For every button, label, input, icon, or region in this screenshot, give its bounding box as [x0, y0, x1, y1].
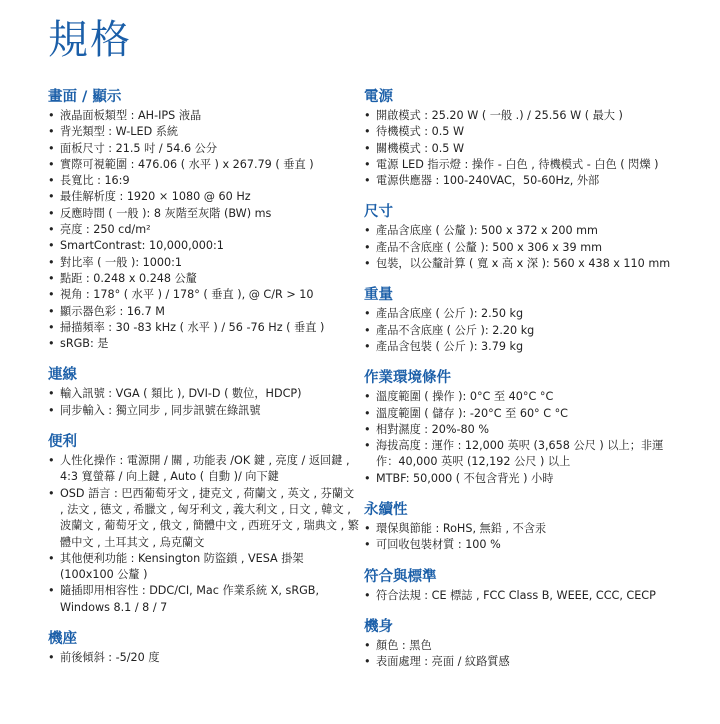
spec-item: • 產品不含底座 ( 公斤 ): 2.20 kg [364, 323, 682, 339]
spec-item: • OSD 語言 : 巴西葡萄牙文 , 捷克文 , 荷蘭文 , 英文 , 芬蘭文 , 法文 , 德文 , 希臘文 , 匈牙利文 , 義大利文 , 日文 , 韓文 , 波蘭文 , 葡萄牙文 , 俄文 , 簡體中文 , 西班牙文 , 瑞典文 , 繁體中文 , 土耳其文 , 烏克蘭文 [48, 486, 360, 551]
spec-item: • 待機模式 : 0.5 W [364, 124, 682, 140]
section-title: 永續性 [364, 502, 408, 519]
spec-item: • 相對濕度 : 20%-80 % [364, 422, 682, 438]
section-title: 機身 [364, 618, 393, 635]
spec-list [364, 521, 682, 554]
section-title: 機座 [48, 631, 77, 648]
spec-item: • 包裝，以公釐計算 ( 寬 x 高 x 深 ): 560 x 438 x 110 mm [364, 256, 682, 272]
spec-list [364, 588, 682, 604]
spec-list [48, 386, 360, 419]
spec-list [48, 453, 360, 616]
spec-item: • 產品含底座 ( 公斤 ): 2.50 kg [364, 306, 682, 322]
spec-item: • 實際可視範圍 : 476.06 ( 水平 ) x 267.79 ( 垂直 ) [48, 157, 360, 173]
section-weight [364, 286, 682, 355]
section-operating-conditions [364, 369, 682, 487]
spec-item: • 電源供應器 : 100-240VAC，50-60Hz, 外部 [364, 173, 682, 189]
spec-item: • 面板尺寸 : 21.5 吋 / 54.6 公分 [48, 141, 360, 157]
section-title: 作業環境條件 [364, 370, 451, 387]
spec-item: • 長寬比 : 16:9 [48, 173, 360, 189]
spec-item: • 海拔高度 : 運作 : 12,000 英呎 (3,658 公尺 ) 以上；非運作：40,000 英呎 (12,192 公尺 ) 以上 [364, 438, 682, 471]
section-title: 尺寸 [364, 204, 393, 221]
spec-item: • 隨插即用相容性 : DDC/CI, Mac 作業系統 X, sRGB, Windows 8.1 / 8 / 7 [48, 583, 360, 616]
spec-item: • 產品不含底座 ( 公釐 ): 500 x 306 x 39 mm [364, 240, 682, 256]
section-compliance [364, 568, 682, 604]
spec-item: • 液晶面板類型 : AH-IPS 液晶 [48, 108, 360, 124]
spec-list [48, 650, 360, 666]
section-title: 連線 [48, 367, 77, 384]
spec-item: • sRGB: 是 [48, 336, 360, 352]
spec-item: • 顯示器色彩 : 16.7 M [48, 304, 360, 320]
section-dimensions [364, 203, 682, 272]
section-sustainability [364, 501, 682, 554]
spec-item: • 環保與節能 : RoHS, 無鉛 , 不含汞 [364, 521, 682, 537]
spec-item: • 背光類型 : W-LED 系統 [48, 124, 360, 140]
spec-item: • 溫度範圍 ( 操作 ): 0°C 至 40°C °C [364, 389, 682, 405]
section-title: 重量 [364, 287, 393, 304]
spec-item: • SmartContrast: 10,000,000:1 [48, 238, 360, 254]
spec-item: • 產品含包裝 ( 公斤 ): 3.79 kg [364, 339, 682, 355]
spec-item: • 對比率 ( 一般 ): 1000:1 [48, 255, 360, 271]
page-title: 規格 [48, 17, 132, 63]
spec-item: • 電源 LED 指示燈 : 操作 - 白色 , 待機模式 - 白色 ( 閃爍 ) [364, 157, 682, 173]
spec-item: • MTBF: 50,000 ( 不包含背光 ) 小時 [364, 471, 682, 487]
spec-item: • 點距 : 0.248 x 0.248 公釐 [48, 271, 360, 287]
spec-list [364, 223, 682, 272]
spec-list [364, 108, 682, 189]
section-title: 符合與標準 [364, 568, 437, 585]
section-display [48, 88, 360, 352]
spec-item: • 符合法規 : CE 標誌 , FCC Class B, WEEE, CCC, CECP [364, 588, 682, 604]
spec-item: • 視角 : 178° ( 水平 ) / 178° ( 垂直 ), @ C/R > 10 [48, 287, 360, 303]
spec-item: • 開啟模式 : 25.20 W ( 一般 .) / 25.56 W ( 最大 ) [364, 108, 682, 124]
section-convenience [48, 433, 360, 616]
spec-item: • 反應時間 ( 一般 ): 8 灰階至灰階 (BW) ms [48, 206, 360, 222]
spec-item: • 最佳解析度 : 1920 × 1080 @ 60 Hz [48, 189, 360, 205]
spec-item: • 人性化操作 : 電源開 / 關 , 功能表 /OK 鍵 , 亮度 / 返回鍵 , 4:3 寬螢幕 / 向上鍵 , Auto ( 自動 )/ 向下鍵 [48, 453, 360, 486]
spec-item: • 其他便利功能 : Kensington 防盜鎖 , VESA 掛架 (100x100 公釐 ) [48, 551, 360, 584]
spec-item: • 顏色 : 黑色 [364, 638, 682, 654]
spec-list [364, 638, 682, 671]
spec-item: • 輸入訊號 : VGA ( 類比 ), DVI-D ( 數位，HDCP) [48, 386, 360, 402]
spec-item: • 產品含底座 ( 公釐 ): 500 x 372 x 200 mm [364, 223, 682, 239]
spec-item: • 關機模式 : 0.5 W [364, 141, 682, 157]
spec-list [364, 389, 682, 487]
spec-list [364, 306, 682, 355]
spec-item: • 可回收包裝材質 : 100 % [364, 537, 682, 553]
section-title: 電源 [364, 89, 393, 105]
right-column [364, 88, 682, 685]
spec-item: • 亮度 : 250 cd/m² [48, 222, 360, 238]
section-title: 便利 [48, 434, 77, 451]
section-cabinet [364, 618, 682, 671]
section-power [364, 88, 682, 189]
left-column [48, 88, 360, 680]
spec-item: • 表面處理 : 亮面 / 紋路質感 [364, 654, 682, 670]
section-title: 畫面 / 顯示 [48, 89, 122, 105]
spec-item: • 溫度範圍 ( 儲存 ): -20°C 至 60° C °C [364, 406, 682, 422]
spec-list [48, 108, 360, 352]
section-stand [48, 630, 360, 666]
section-connectivity [48, 366, 360, 419]
spec-item: • 前後傾斜 : -5/20 度 [48, 650, 360, 666]
spec-item: • 掃描頻率 : 30 -83 kHz ( 水平 ) / 56 -76 Hz ( 垂直 ) [48, 320, 360, 336]
spec-item: • 同步輸入 : 獨立同步 , 同步訊號在綠訊號 [48, 403, 360, 419]
